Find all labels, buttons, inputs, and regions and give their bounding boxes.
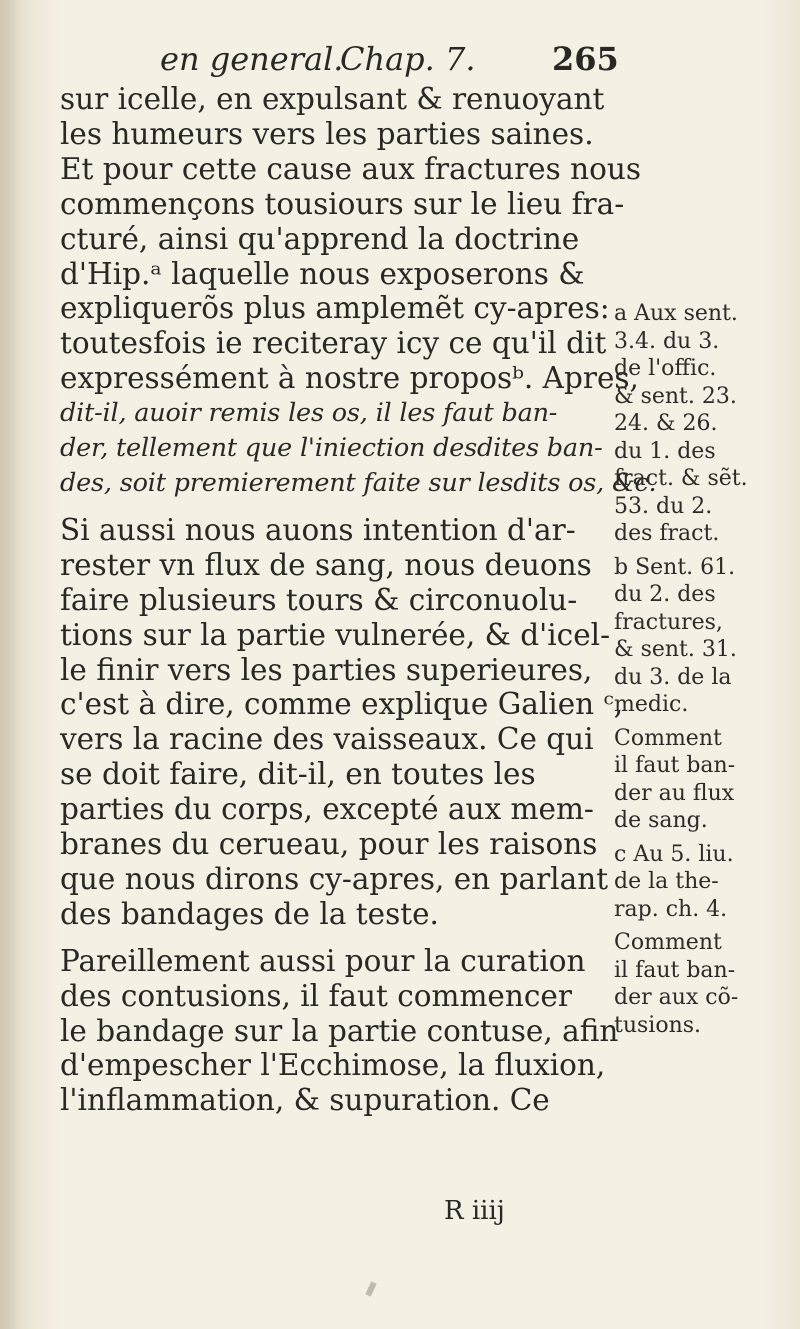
binding-shadow: [0, 0, 20, 1329]
margin-note-line: der aux cõ-: [614, 985, 739, 1010]
text-line: que nous dirons cy-apres, en parlant: [60, 861, 609, 896]
text-line: les humeurs vers les parties saines.: [60, 116, 594, 151]
text-line: dit-il, auoir remis les os, il les faut ban-: [60, 398, 558, 429]
margin-note-line: c Au 5. liu.: [614, 841, 734, 867]
signature-mark: R iiij: [444, 1196, 505, 1226]
text-line: Et pour cette cause aux fractures nous: [60, 151, 642, 186]
text-line: expliquerõs plus amplemẽt cy-apres:: [60, 291, 610, 326]
text-line: l'inflammation, & supuration. Ce: [60, 1083, 550, 1118]
margin-note-line: fract. & sẽt.: [614, 466, 748, 491]
text-line: des contusions, il faut commencer: [60, 978, 572, 1013]
margin-note-line: des fract.: [614, 521, 720, 546]
margin-note-line: il faut ban-: [614, 753, 736, 778]
text-line: des, soit premierement faite sur lesdits os, &c.: [60, 467, 657, 498]
chapter-label: Chap. 7.: [340, 40, 476, 78]
margin-note-line: rap. ch. 4.: [614, 896, 728, 922]
page-number: 265: [552, 40, 619, 78]
running-header: [160, 40, 619, 88]
margin-note-line: du 2. des: [614, 582, 716, 607]
text-line: commençons tousiours sur le lieu fra-: [60, 186, 625, 221]
text-line: tions sur la partie vulnerée, & d'icel-: [60, 617, 611, 652]
margin-note-line: de l'offic.: [614, 356, 717, 381]
text-line: expressément à nostre proposᵇ. Apres,: [60, 361, 639, 396]
margin-note-line: medic.: [614, 692, 689, 717]
margin-note-line: tusions.: [614, 1012, 702, 1038]
margin-note-line: & sent. 31.: [614, 637, 737, 662]
margin-note-line: 3.4. du 3.: [614, 328, 720, 354]
margin-note-line: b Sent. 61.: [614, 554, 736, 580]
text-line: cturé, ainsi qu'apprend la doctrine: [60, 221, 580, 256]
text-line: se doit faire, dit-il, en toutes les: [60, 757, 536, 792]
margin-notes: [614, 300, 794, 1039]
text-line: parties du corps, excepté aux mem-: [60, 792, 594, 827]
margin-note-line: a Aux sent.: [614, 301, 738, 326]
text-line: d'empescher l'Ecchimose, la fluxion,: [60, 1048, 606, 1083]
margin-note-line: Comment: [614, 725, 722, 751]
text-line: faire plusieurs tours & circonuolu-: [60, 582, 578, 617]
margin-note-line: & sent. 23.: [614, 383, 737, 409]
text-line: toutesfois ie reciteray icy ce qu'il dit: [60, 326, 607, 361]
text-line: rester vn flux de sang, nous deuons: [60, 547, 592, 582]
text-line: der, tellement que l'iniection desdites ban-: [60, 433, 603, 464]
text-line: vers la racine des vaisseaux. Ce qui: [60, 722, 594, 757]
ink-smudge: [365, 1281, 376, 1296]
margin-note-line: du 3. de la: [614, 664, 732, 690]
text-line: branes du cerueau, pour les raisons: [60, 827, 598, 862]
text-line: le finir vers les parties superieures,: [60, 652, 593, 687]
running-title: en general.: [160, 40, 344, 78]
text-line: Pareillement aussi pour la curation: [60, 943, 586, 978]
margin-note-line: de sang.: [614, 808, 708, 833]
text-line: le bandage sur la partie contuse, afin: [60, 1013, 619, 1048]
margin-note-line: il faut ban-: [614, 957, 736, 983]
margin-note-line: de la the-: [614, 869, 719, 894]
margin-note-line: 53. du 2.: [614, 493, 713, 519]
text-line: c'est à dire, comme explique Galien ᶜ,: [60, 687, 624, 722]
text-line: des bandages de la teste.: [60, 896, 439, 931]
margin-note-line: du 1. des: [614, 438, 716, 464]
margin-note-line: 24. & 26.: [614, 411, 718, 436]
text-line: d'Hip.ᵃ laquelle nous exposerons &: [60, 256, 585, 291]
margin-note-line: Comment: [614, 930, 722, 955]
text-line: sur icelle, en expulsant & renuoyant: [60, 82, 605, 116]
margin-note-line: der au flux: [614, 780, 735, 806]
margin-note-line: fractures,: [614, 609, 723, 635]
text-line: Si aussi nous auons intention d'ar-: [60, 512, 576, 547]
